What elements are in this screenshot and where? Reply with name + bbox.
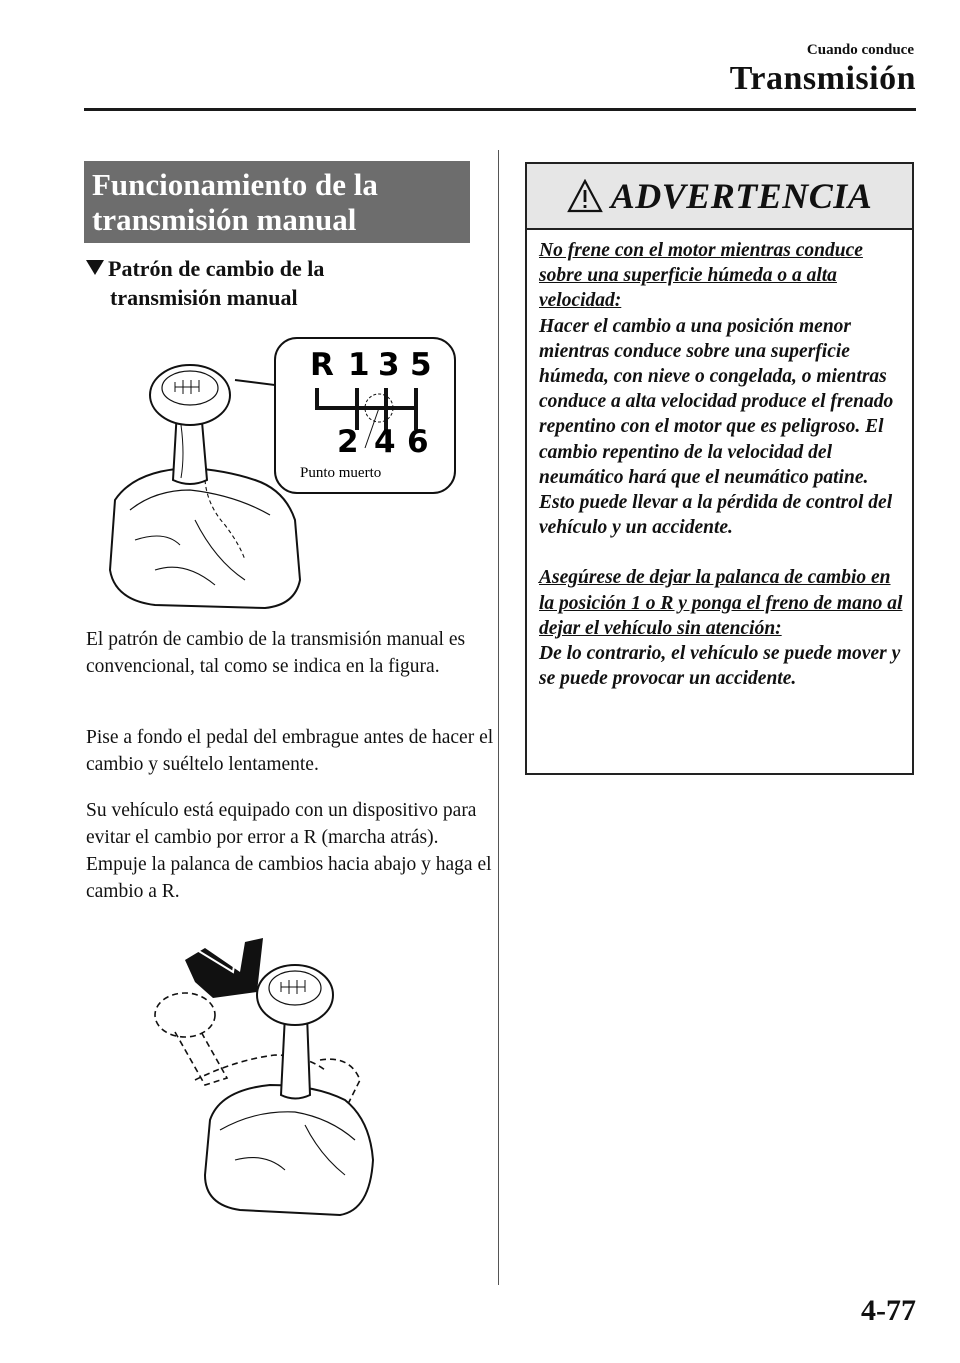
warning-body: [527, 230, 912, 691]
gear-4-label: 4: [374, 424, 396, 460]
warning-block2-text: De lo contrario, el vehículo se puede mover y se puede provocar un accidente.: [539, 643, 901, 690]
column-divider: [498, 150, 499, 1285]
gear-2-label: 2: [337, 424, 359, 460]
warning-block2-heading: Asegúrese de dejar la palanca de cambio en la posición 1 o R y ponga el freno de mano al dejar el vehículo sin atención:: [539, 567, 903, 639]
section-title-line2: transmisión manual: [92, 202, 357, 237]
running-header-section: Cuando conduce: [806, 42, 914, 58]
warning-block1-heading: No frene con el motor mientras conduce sobre una superficie húmeda o a alta velocidad:: [539, 240, 863, 312]
subheading-line2: transmisión manual: [110, 285, 298, 310]
section-title-line1: Funcionamiento de la: [92, 167, 378, 202]
warning-header: [527, 164, 912, 230]
header-rule: [84, 108, 916, 111]
subsection-heading: [86, 254, 476, 312]
paragraph-1: El patrón de cambio de la transmisión manual es convencional, tal como se indica en la figura.: [86, 629, 466, 677]
running-header-chapter: Transmisión: [729, 60, 916, 97]
warning-triangle-icon: [567, 179, 603, 213]
paragraph-2: Pise a fondo el pedal del embrague antes de hacer el cambio y suéltelo lentamente.: [86, 727, 494, 775]
page-number: 4-77: [861, 1294, 916, 1327]
warning-box: [525, 162, 914, 775]
gear-6-label: 6: [407, 424, 429, 460]
subheading-line1: Patrón de cambio de la: [108, 256, 325, 281]
gear-5-label: 5: [410, 347, 432, 383]
gear-R-label: R: [310, 347, 334, 383]
gear-1-label: 1: [348, 347, 370, 383]
warning-title: ADVERTENCIA: [610, 176, 873, 216]
triangle-bullet-icon: [86, 260, 104, 275]
warning-block1-text: Hacer el cambio a una posición menor mientras conduce sobre una superficie húmeda, con nieve o congelada, o mientras conduce a alta velocidad produce el frenado repentino con el motor que es peligroso. El cambio repentino de la velocidad del neumático hará que el neumático patine. Esto puede llevar a la pérdida de control del vehículo y un accidente.: [539, 315, 894, 539]
paragraph-3: Su vehículo está equipado con un dispositivo para evitar el cambio por error a R (marcha atrás). Empuje la palanca de cambios hacia abajo y haga el cambio a R.: [86, 800, 492, 902]
reverse-shift-figure: [145, 920, 465, 1220]
gear-3-label: 3: [378, 347, 400, 383]
shift-pattern-figure: [95, 330, 465, 610]
section-title: [84, 161, 470, 243]
neutral-label: Punto muerto: [300, 465, 382, 481]
